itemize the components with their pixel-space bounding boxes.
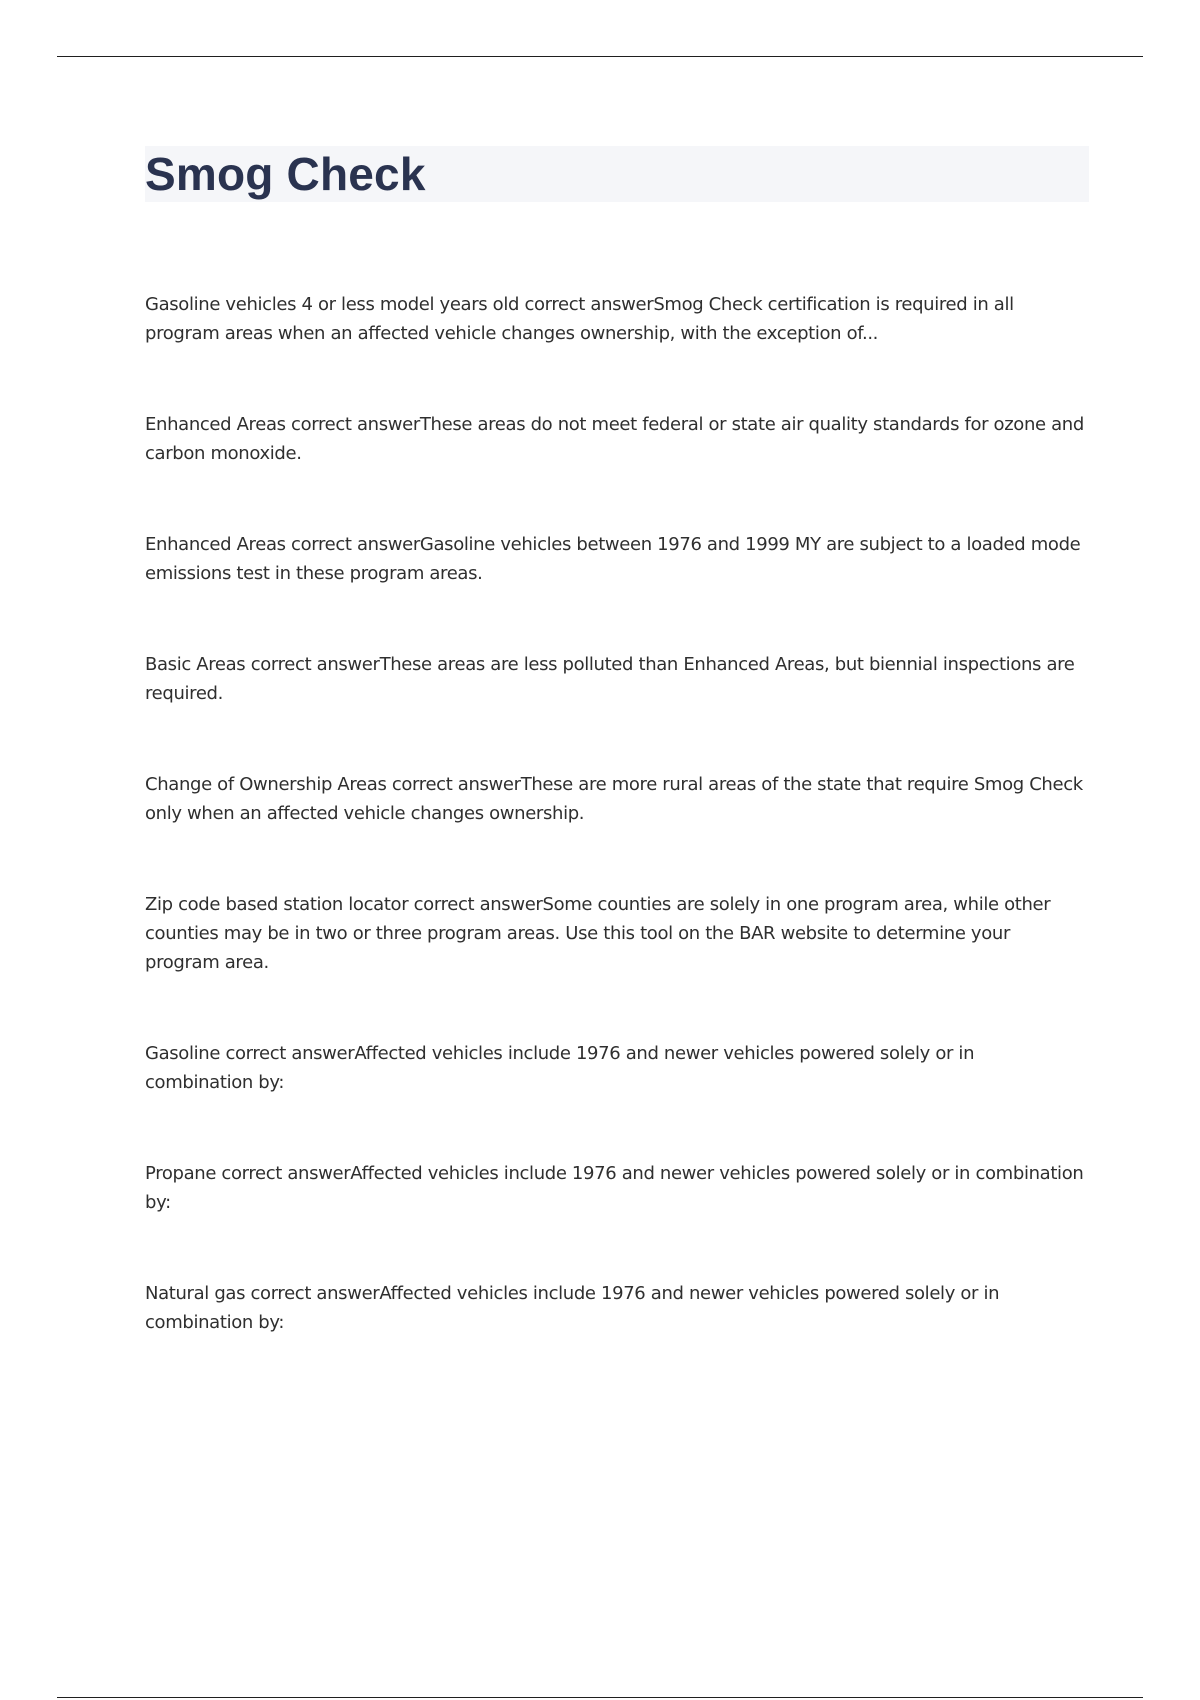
entry-term: Zip code based station locator <box>145 894 409 915</box>
entry-definition: Affected vehicles include 1976 and newer vehicles powered solely or in combination by: <box>145 1043 975 1093</box>
entry-term: Basic Areas <box>145 654 246 675</box>
entry-separator: correct answer <box>291 414 420 435</box>
top-rule <box>57 56 1143 57</box>
entry-separator: correct answer <box>250 654 380 675</box>
entry-separator: correct answer <box>225 1043 355 1064</box>
list-item <box>145 290 1085 348</box>
entry-term: Change of Ownership Areas <box>145 774 387 795</box>
entry-definition: Affected vehicles include 1976 and newer vehicles powered solely or in combination by: <box>145 1163 1084 1213</box>
entry-separator: correct answer <box>413 894 543 915</box>
list-item <box>145 1039 1085 1097</box>
entry-term: Natural gas <box>145 1283 246 1304</box>
entry-separator: correct answer <box>250 1283 380 1304</box>
entry-definition: Gasoline vehicles between 1976 and 1999 MY are subject to a loaded mode emissions test in these program areas. <box>145 534 1081 584</box>
entry-definition: These are more rural areas of the state that require Smog Check only when an affected vehicle changes ownership. <box>145 774 1083 824</box>
entry-separator: correct answer <box>524 294 654 315</box>
entry-term: Enhanced Areas <box>145 534 286 555</box>
entry-definition: Smog Check certification is required in all program areas when an affected vehicle changes ownership, with the exception of... <box>145 294 1014 344</box>
list-item <box>145 890 1085 977</box>
bottom-rule <box>57 1697 1143 1698</box>
page-title: Smog Check <box>145 148 426 200</box>
entry-term: Propane <box>145 1163 217 1184</box>
list-item <box>145 530 1085 588</box>
entry-definition: These areas do not meet federal or state air quality standards for ozone and carbon monoxide. <box>145 414 1084 464</box>
list-item <box>145 410 1085 468</box>
entry-term: Gasoline vehicles 4 or less model years old <box>145 294 520 315</box>
entry-separator: correct answer <box>291 534 420 555</box>
entry-definition: Some counties are solely in one program area, while other counties may be in two or three program areas. Use this tool on the BAR website to determine your program area. <box>145 894 1051 973</box>
entry-definition: These areas are less polluted than Enhanced Areas, but biennial inspections are required. <box>145 654 1075 704</box>
entry-separator: correct answer <box>221 1163 351 1184</box>
entry-term: Enhanced Areas <box>145 414 286 435</box>
list-item <box>145 770 1085 828</box>
entry-definition: Affected vehicles include 1976 and newer vehicles powered solely or in combination by: <box>145 1283 1000 1333</box>
entry-term: Gasoline <box>145 1043 221 1064</box>
list-item <box>145 650 1085 708</box>
list-item <box>145 1159 1085 1217</box>
entry-separator: correct answer <box>391 774 521 795</box>
list-item <box>145 1279 1085 1337</box>
